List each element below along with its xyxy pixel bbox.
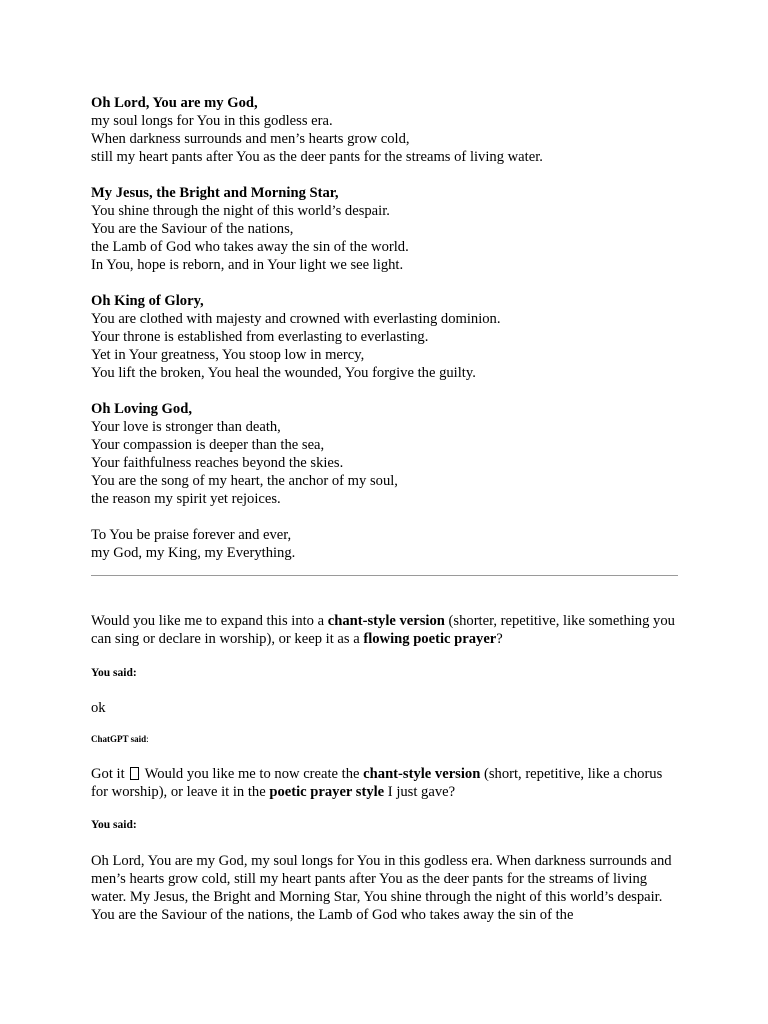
horizontal-divider [91, 575, 678, 576]
question-text: ? [496, 631, 503, 647]
question-text: Would you like me to expand this into a [91, 613, 328, 629]
poem-line: Your love is stronger than death, [91, 419, 281, 435]
stanza [91, 292, 691, 382]
answer-text: Got it [91, 766, 129, 782]
answer-text: Would you like me to now create the [141, 766, 364, 782]
chatgpt-said-label [91, 733, 149, 745]
stanza [91, 184, 691, 274]
poem-line: In You, hope is reborn, and in Your light we see light. [91, 257, 404, 273]
user-reply: ok [91, 700, 106, 716]
poem-line: To You be praise forever and ever, [91, 527, 292, 543]
poem-line: When darkness surrounds and men’s hearts grow cold, [91, 131, 410, 147]
question-text: (shorter, repetitive, like something you can sing or declare in worship), or keep it as a [91, 613, 675, 647]
stanza [91, 94, 691, 166]
stanza [91, 400, 691, 508]
answer-text: (short, repetitive, like a chorus for worship), or leave it in the [91, 766, 663, 800]
assistant-answer [91, 765, 681, 801]
you-said-label: You said: [91, 819, 137, 831]
answer-bold: chant-style version [363, 766, 481, 782]
poem-line: my soul longs for You in this godless era. [91, 113, 333, 129]
missing-glyph-icon [130, 767, 139, 780]
assistant-question [91, 612, 681, 648]
poem-line: the Lamb of God who takes away the sin of the world. [91, 239, 409, 255]
question-bold: chant-style version [327, 613, 445, 629]
you-said-label: You said: [91, 667, 137, 679]
poem-line: the reason my spirit yet rejoices. [91, 491, 281, 507]
poem-line: You are the song of my heart, the anchor of my soul, [91, 473, 398, 489]
poem [91, 94, 691, 562]
poem-line: still my heart pants after You as the deer pants for the streams of living water. [91, 149, 543, 165]
stanza-closing [91, 526, 691, 562]
stanza-heading: Oh King of Glory, [91, 293, 204, 309]
chatgpt-said-name: ChatGPT said [91, 734, 147, 744]
stanza-heading: Oh Lord, You are my God, [91, 95, 258, 111]
question-bold: flowing poetic prayer [363, 631, 497, 647]
stanza-heading: My Jesus, the Bright and Morning Star, [91, 185, 339, 201]
poem-line: Your compassion is deeper than the sea, [91, 437, 325, 453]
chatgpt-said-colon: : [146, 734, 149, 744]
user-paragraph: Oh Lord, You are my God, my soul longs for You in this godless era. When darkness surrounds and men’s hearts grow cold, still my heart pants after You as the deer pants for the streams of living water. My Jesus, the Bright and Morning Star, You shine through the night of this world’s despair. You are the Saviour of the nations, the Lamb of God who takes away the sin of the [91, 853, 672, 923]
stanza-heading: Oh Loving God, [91, 401, 192, 417]
poem-line: Your throne is established from everlasting to everlasting. [91, 329, 429, 345]
poem-line: Yet in Your greatness, You stoop low in mercy, [91, 347, 365, 363]
poem-line: You lift the broken, You heal the wounded, You forgive the guilty. [91, 365, 476, 381]
poem-line: You are the Saviour of the nations, [91, 221, 294, 237]
answer-text: I just gave? [384, 784, 456, 800]
poem-line: You are clothed with majesty and crowned with everlasting dominion. [91, 311, 501, 327]
answer-bold: poetic prayer style [269, 784, 385, 800]
poem-line: You shine through the night of this world’s despair. [91, 203, 390, 219]
poem-line: my God, my King, my Everything. [91, 545, 296, 561]
poem-line: Your faithfulness reaches beyond the skies. [91, 455, 344, 471]
